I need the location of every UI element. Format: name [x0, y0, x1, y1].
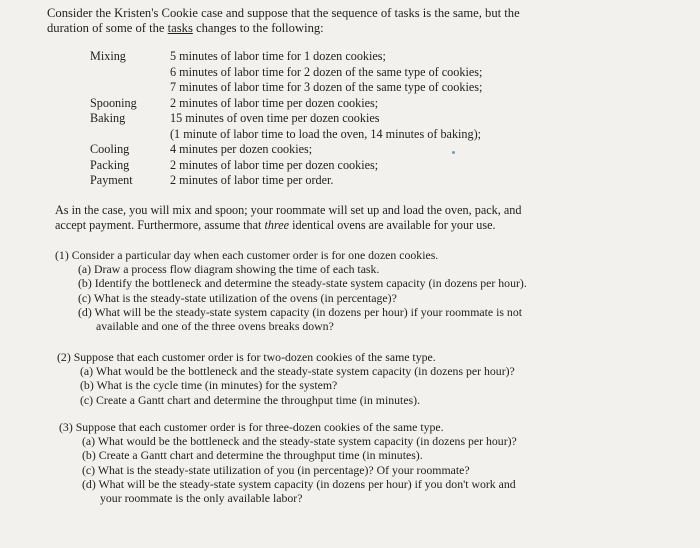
- task-mixing-line-2: 6 minutes of labor time for 2 dozen of the same type of cookies;: [170, 64, 483, 79]
- intro-paragraph: [47, 6, 687, 36]
- intro-line-1: Consider the Kristen's Cookie case and suppose that the sequence of tasks is the same, but the: [47, 6, 520, 20]
- question-2-a: (a) What would be the bottleneck and the steady-state system capacity (in dozens per hour)?: [80, 364, 515, 379]
- intro-line-2-underlined: tasks: [167, 21, 193, 35]
- assumption-line-2: [55, 218, 575, 233]
- assumption-line-2-b: identical ovens are available for your use.: [289, 218, 496, 232]
- task-label-packing: Packing: [90, 157, 130, 172]
- task-baking-line-1: 15 minutes of oven time per dozen cookies: [170, 111, 380, 125]
- task-label-spooning: Spooning: [90, 95, 137, 110]
- task-label-payment: Payment: [90, 173, 133, 187]
- assumption-paragraph: [55, 203, 575, 233]
- question-1-heading: (1) Consider a particular day when each customer order is for one dozen cookies.: [55, 248, 439, 262]
- question-3-heading: (3) Suppose that each customer order is for three-dozen cookies of the same type.: [59, 420, 444, 434]
- stray-dot: [452, 151, 455, 154]
- assumption-line-1: As in the case, you will mix and spoon; your roommate will set up and load the oven, pack, and: [55, 203, 522, 217]
- question-1-a: (a) Draw a process flow diagram showing the time of each task.: [78, 262, 380, 277]
- intro-line-2-b: changes to the following:: [192, 21, 324, 35]
- question-3-d-continued: your roommate is the only available labor?: [100, 491, 303, 506]
- assumption-line-2-italic: three: [264, 218, 290, 232]
- question-1-d: (d) What will be the steady-state system capacity (in dozens per hour) if your roommate is not: [78, 304, 523, 319]
- question-3-a: (a) What would be the bottleneck and the steady-state system capacity (in dozens per hour)?: [82, 434, 517, 449]
- assumption-line-2-a: accept payment. Furthermore, assume that: [55, 218, 265, 232]
- task-mixing-line-3: 7 minutes of labor time for 3 dozen of the same type of cookies;: [170, 80, 483, 94]
- question-3-c: (c) What is the steady-state utilization of you (in percentage)? Of your roommate?: [82, 462, 470, 477]
- question-2-c: (c) Create a Gantt chart and determine the throughput time (in minutes).: [80, 392, 421, 407]
- question-2: [57, 350, 515, 407]
- intro-line-2: [47, 21, 687, 36]
- question-3-b: (b) Create a Gantt chart and determine the throughput time (in minutes).: [82, 448, 423, 463]
- task-packing-line-1: 2 minutes of labor time per dozen cookies;: [170, 157, 379, 172]
- question-3-d: (d) What will be the steady-state system capacity (in dozens per hour) if you don't work and: [82, 476, 516, 491]
- task-payment-line-1: 2 minutes of labor time per order.: [170, 173, 334, 187]
- task-spooning-line-1: 2 minutes of labor time per dozen cookies;: [170, 95, 379, 110]
- task-label-baking: Baking: [90, 111, 126, 125]
- question-1-b: (b) Identify the bottleneck and determine the steady-state system capacity (in dozens per hour).: [78, 276, 527, 291]
- task-label-cooling: Cooling: [90, 142, 130, 156]
- question-2-b: (b) What is the cycle time (in minutes) for the system?: [80, 378, 338, 393]
- question-1: [55, 248, 527, 333]
- question-3: [59, 420, 517, 505]
- task-label-mixing: Mixing: [90, 49, 126, 63]
- task-cooling-line-1: 4 minutes per dozen cookies;: [170, 142, 313, 156]
- question-2-heading: (2) Suppose that each customer order is for two-dozen cookies of the same type.: [57, 350, 436, 364]
- question-1-c: (c) What is the steady-state utilization of the ovens (in percentage)?: [78, 290, 397, 305]
- task-mixing-line-1: 5 minutes of labor time for 1 dozen cookies;: [170, 49, 386, 63]
- task-baking-line-2: (1 minute of labor time to load the oven, 14 minutes of baking);: [170, 126, 482, 141]
- question-1-d-continued: available and one of the three ovens breaks down?: [96, 319, 334, 334]
- intro-line-2-a: duration of some of the: [47, 21, 168, 35]
